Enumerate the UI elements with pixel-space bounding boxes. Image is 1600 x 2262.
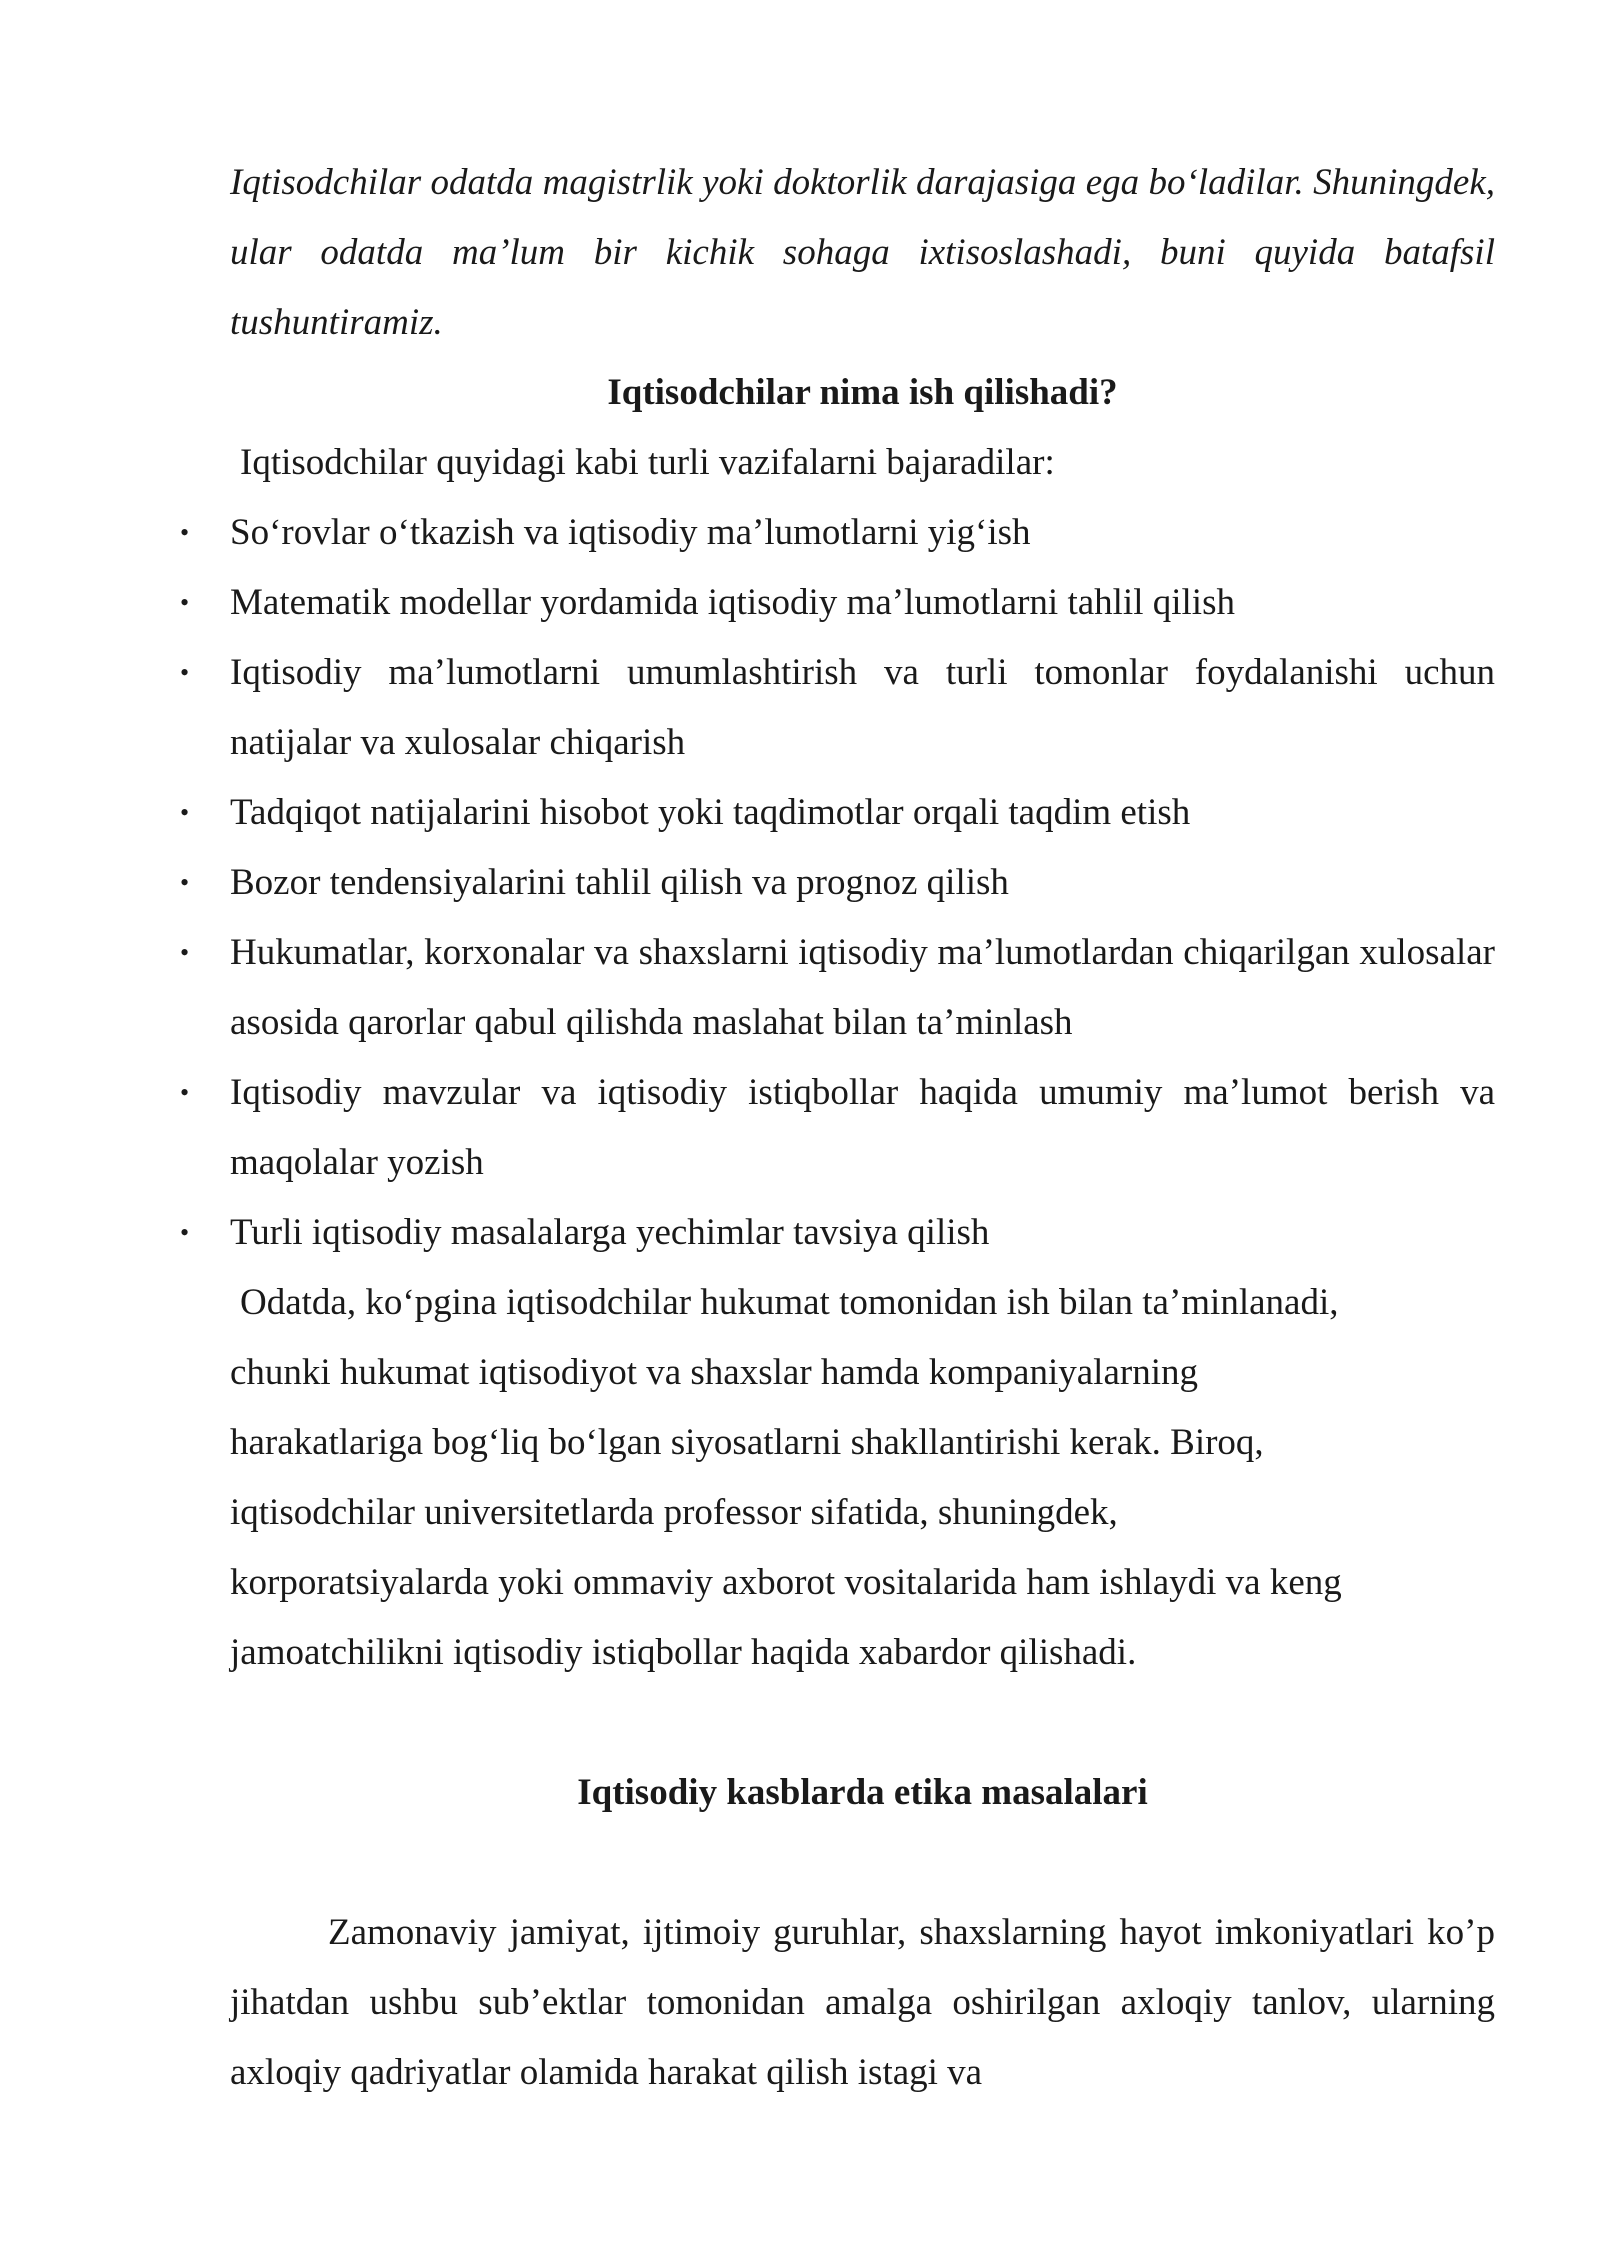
employment-paragraph xyxy=(230,1268,1495,1688)
bullet-icon: • xyxy=(180,658,190,687)
list-item-text: Iqtisodiy mavzular va iqtisodiy istiqbollar haqida umumiy ma’lumot berish va maqolalar yozish xyxy=(230,1072,1495,1183)
document-page xyxy=(180,148,1495,2108)
list-item xyxy=(180,1198,1495,1268)
list-item xyxy=(180,848,1495,918)
paragraph-line: Odatda, ko‘pgina iqtisodchilar hukumat tomonidan ish bilan ta’minlanadi, xyxy=(240,1282,1339,1323)
bullet-icon: • xyxy=(180,938,190,967)
tasks-list xyxy=(180,498,1495,1268)
list-item xyxy=(180,1058,1495,1198)
paragraph-line: chunki hukumat iqtisodiyot va shaxslar hamda kompaniyalarning xyxy=(230,1352,1198,1393)
blank-line xyxy=(230,1828,1495,1898)
list-item-text: Matematik modellar yordamida iqtisodiy ma’lumotlarni tahlil qilish xyxy=(230,582,1235,623)
bullet-icon: • xyxy=(180,588,190,617)
list-item-text: Turli iqtisodiy masalalarga yechimlar tavsiya qilish xyxy=(230,1212,990,1253)
paragraph-line: harakatlariga bog‘liq bo‘lgan siyosatlarni shakllantirishi kerak. Biroq, xyxy=(230,1422,1264,1463)
intro-paragraph: Iqtisodchilar odatda magistrlik yoki doktorlik darajasiga ega bo‘ladilar. Shuningdek, ular odatda ma’lum bir kichik sohaga ixtisoslashadi, buni quyida batafsil tushuntiramiz. xyxy=(230,162,1495,343)
paragraph-line: iqtisodchilar universitetlarda professor sifatida, shuningdek, xyxy=(230,1492,1118,1533)
bullet-icon: • xyxy=(180,1218,190,1247)
section-heading-ethics: Iqtisodiy kasblarda etika masalalari xyxy=(577,1772,1148,1813)
blank-line xyxy=(230,1688,1495,1758)
paragraph-line: jamoatchilikni iqtisodiy istiqbollar haqida xabardor qilishadi. xyxy=(230,1632,1137,1673)
list-item xyxy=(180,568,1495,638)
list-item xyxy=(180,498,1495,568)
list-item-text: Hukumatlar, korxonalar va shaxslarni iqtisodiy ma’lumotlardan chiqarilgan xulosalar asosida qarorlar qabul qilishda maslahat bilan ta’minlash xyxy=(230,932,1495,1043)
list-item xyxy=(180,918,1495,1058)
paragraph-line: korporatsiyalarda yoki ommaviy axborot vositalarida ham ishlaydi va keng xyxy=(230,1562,1342,1603)
list-item-text: So‘rovlar o‘tkazish va iqtisodiy ma’lumotlarni yig‘ish xyxy=(230,512,1031,553)
bullet-icon: • xyxy=(180,798,190,827)
bullet-icon: • xyxy=(180,518,190,547)
list-item-text: Tadqiqot natijalarini hisobot yoki taqdimotlar orqali taqdim etish xyxy=(230,792,1191,833)
bullet-icon: • xyxy=(180,1078,190,1107)
list-item-text: Iqtisodiy ma’lumotlarni umumlashtirish va turli tomonlar foydalanishi uchun natijalar va xulosalar chiqarish xyxy=(230,652,1495,763)
list-item xyxy=(180,638,1495,778)
list-item-text: Bozor tendensiyalarini tahlil qilish va prognoz qilish xyxy=(230,862,1009,903)
bullet-icon: • xyxy=(180,868,190,897)
ethics-paragraph: Zamonaviy jamiyat, ijtimoiy guruhlar, shaxslarning hayot imkoniyatlari ko’p jihatdan ushbu sub’ektlar tomonidan amalga oshirilgan axloqiy tanlov, ularning axloqiy qadriyatlar olamida harakat qilish istagi va xyxy=(230,1912,1495,2093)
section-heading-what-economists-do: Iqtisodchilar nima ish qilishadi? xyxy=(607,372,1118,413)
list-item xyxy=(180,778,1495,848)
tasks-intro: Iqtisodchilar quyidagi kabi turli vazifalarni bajaradilar: xyxy=(240,442,1055,483)
